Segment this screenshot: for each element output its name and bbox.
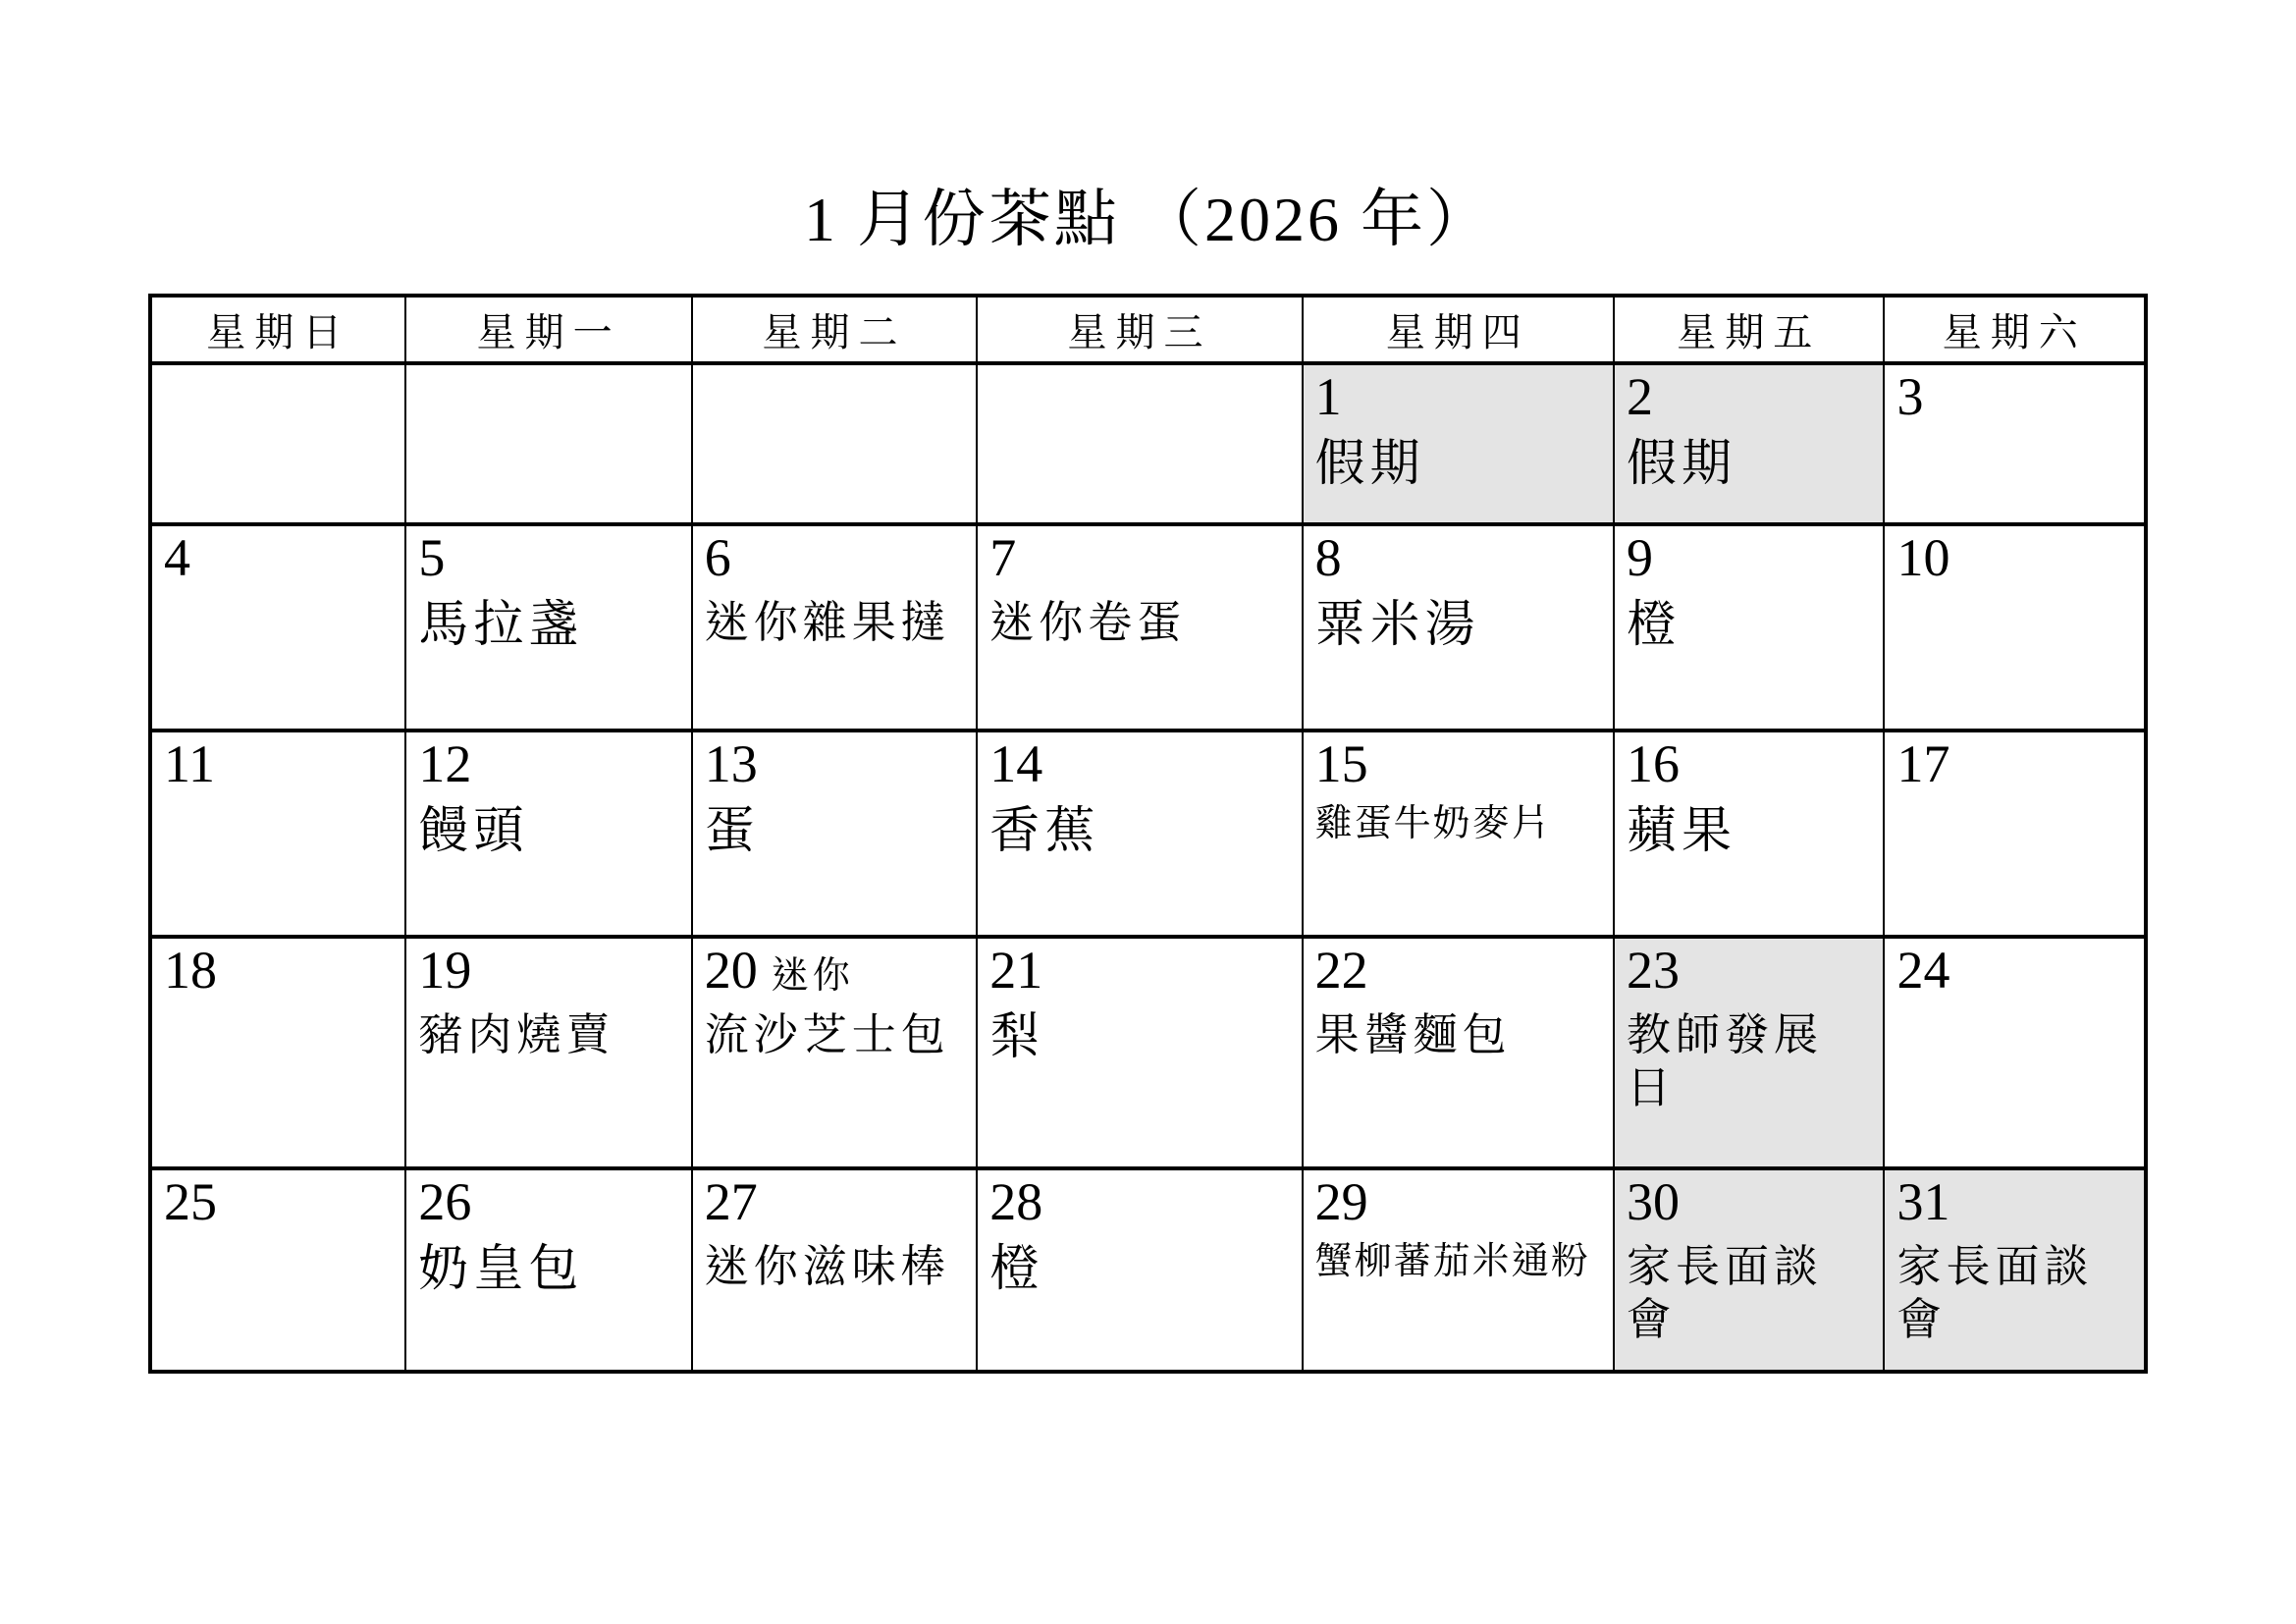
day-cell (150, 363, 405, 524)
day-number: 17 (1896, 734, 1950, 794)
day-cell (977, 731, 1302, 937)
weekday-header-saturday: 星期六 (1884, 296, 2146, 363)
week-row (150, 1168, 2146, 1372)
day-number: 10 (1896, 528, 1950, 588)
day-cell (692, 524, 978, 731)
page-title: 1 月份茶點 （2026 年） (804, 185, 1492, 254)
event-note: 家長面談會 (1896, 1241, 2094, 1344)
day-number: 21 (989, 941, 1043, 1001)
weekday-header-friday: 星期五 (1614, 296, 1884, 363)
week-row (150, 363, 2146, 524)
day-number: 4 (164, 528, 190, 588)
holiday-note: 假期 (1314, 436, 1425, 492)
weekday-header-row (150, 296, 2146, 363)
day-cell (150, 1168, 405, 1372)
day-number: 30 (1626, 1172, 1680, 1232)
day-cell (1884, 731, 2146, 937)
snack-calendar-table (148, 294, 2148, 1374)
day-number: 9 (1626, 528, 1653, 588)
snack-note: 橙 (1626, 597, 1682, 653)
day-cell (405, 363, 691, 524)
snack-note: 蛋 (704, 803, 760, 859)
snack-note: 蘋果 (1626, 803, 1736, 859)
day-cell (1303, 524, 1614, 731)
snack-note: 饅頭 (418, 803, 529, 859)
snack-note: 馬拉盞 (418, 597, 584, 653)
day-cell (977, 937, 1302, 1168)
week-row (150, 937, 2146, 1168)
day-number: 26 (418, 1172, 472, 1232)
snack-note: 梨 (989, 1009, 1045, 1065)
snack-note: 流沙芝士包 (704, 1009, 950, 1059)
weekday-header-wednesday: 星期三 (977, 296, 1302, 363)
weekday-header-thursday: 星期四 (1303, 296, 1614, 363)
snack-note: 香蕉 (989, 803, 1100, 859)
snack-note: 奶皇包 (418, 1241, 584, 1297)
day-cell-holiday (1303, 363, 1614, 524)
snack-note: 果醬麵包 (1314, 1009, 1512, 1059)
day-number: 8 (1314, 528, 1342, 588)
week-row (150, 524, 2146, 731)
day-number: 16 (1626, 734, 1680, 794)
event-note: 教師發展日 (1626, 1009, 1823, 1112)
day-cell-event (1884, 1168, 2146, 1372)
day-cell (1303, 731, 1614, 937)
day-number: 20 (704, 941, 758, 1001)
snack-note: 雞蛋牛奶麥片 (1314, 802, 1551, 844)
day-cell-holiday (1614, 363, 1884, 524)
snack-note: 蟹柳蕃茄米通粉 (1314, 1240, 1590, 1282)
day-cell (1614, 731, 1884, 937)
snack-note: 迷你滋味棒 (704, 1241, 950, 1291)
day-number: 12 (418, 734, 472, 794)
day-cell (977, 1168, 1302, 1372)
day-cell (150, 524, 405, 731)
day-cell-event (1614, 1168, 1884, 1372)
weekday-header-sunday: 星期日 (150, 296, 405, 363)
day-cell (405, 731, 691, 937)
day-number: 31 (1896, 1172, 1950, 1232)
day-cell (405, 937, 691, 1168)
day-cell-event (1614, 937, 1884, 1168)
weekday-header-tuesday: 星期二 (692, 296, 978, 363)
day-number: 19 (418, 941, 472, 1001)
day-cell (1884, 524, 2146, 731)
weekday-header-monday: 星期一 (405, 296, 691, 363)
day-number: 24 (1896, 941, 1950, 1001)
day-cell (692, 937, 978, 1168)
day-number: 27 (704, 1172, 758, 1232)
day-number: 5 (418, 528, 446, 588)
day-cell (150, 731, 405, 937)
day-cell (692, 731, 978, 937)
holiday-note: 假期 (1626, 436, 1736, 492)
day-cell (150, 937, 405, 1168)
day-cell (1303, 937, 1614, 1168)
day-cell (1614, 524, 1884, 731)
day-number: 6 (704, 528, 731, 588)
day-cell (692, 363, 978, 524)
event-note: 家長面談會 (1626, 1241, 1823, 1344)
day-number: 22 (1314, 941, 1368, 1001)
day-cell (692, 1168, 978, 1372)
day-number: 11 (164, 734, 215, 794)
day-number: 3 (1896, 367, 1924, 427)
week-row (150, 731, 2146, 937)
day-number: 13 (704, 734, 758, 794)
day-number: 23 (1626, 941, 1680, 1001)
day-cell (977, 363, 1302, 524)
day-cell (977, 524, 1302, 731)
day-cell (405, 524, 691, 731)
day-number: 2 (1626, 367, 1653, 427)
snack-note: 迷你雜果撻 (704, 597, 950, 647)
day-number: 15 (1314, 734, 1368, 794)
snack-note: 豬肉燒賣 (418, 1009, 615, 1059)
snack-note: 粟米湯 (1314, 597, 1480, 653)
day-number: 28 (989, 1172, 1043, 1232)
day-number: 14 (989, 734, 1043, 794)
day-number: 7 (989, 528, 1017, 588)
snack-note: 迷你卷蛋 (989, 597, 1187, 647)
day-cell (405, 1168, 691, 1372)
day-number: 18 (164, 941, 217, 1001)
day-number: 1 (1314, 367, 1342, 427)
inline-snack-note: 迷你 (771, 955, 854, 998)
snack-note: 橙 (989, 1241, 1045, 1297)
day-cell (1303, 1168, 1614, 1372)
day-number: 29 (1314, 1172, 1368, 1232)
day-cell (1884, 937, 2146, 1168)
day-number: 25 (164, 1172, 217, 1232)
day-cell (1884, 363, 2146, 524)
